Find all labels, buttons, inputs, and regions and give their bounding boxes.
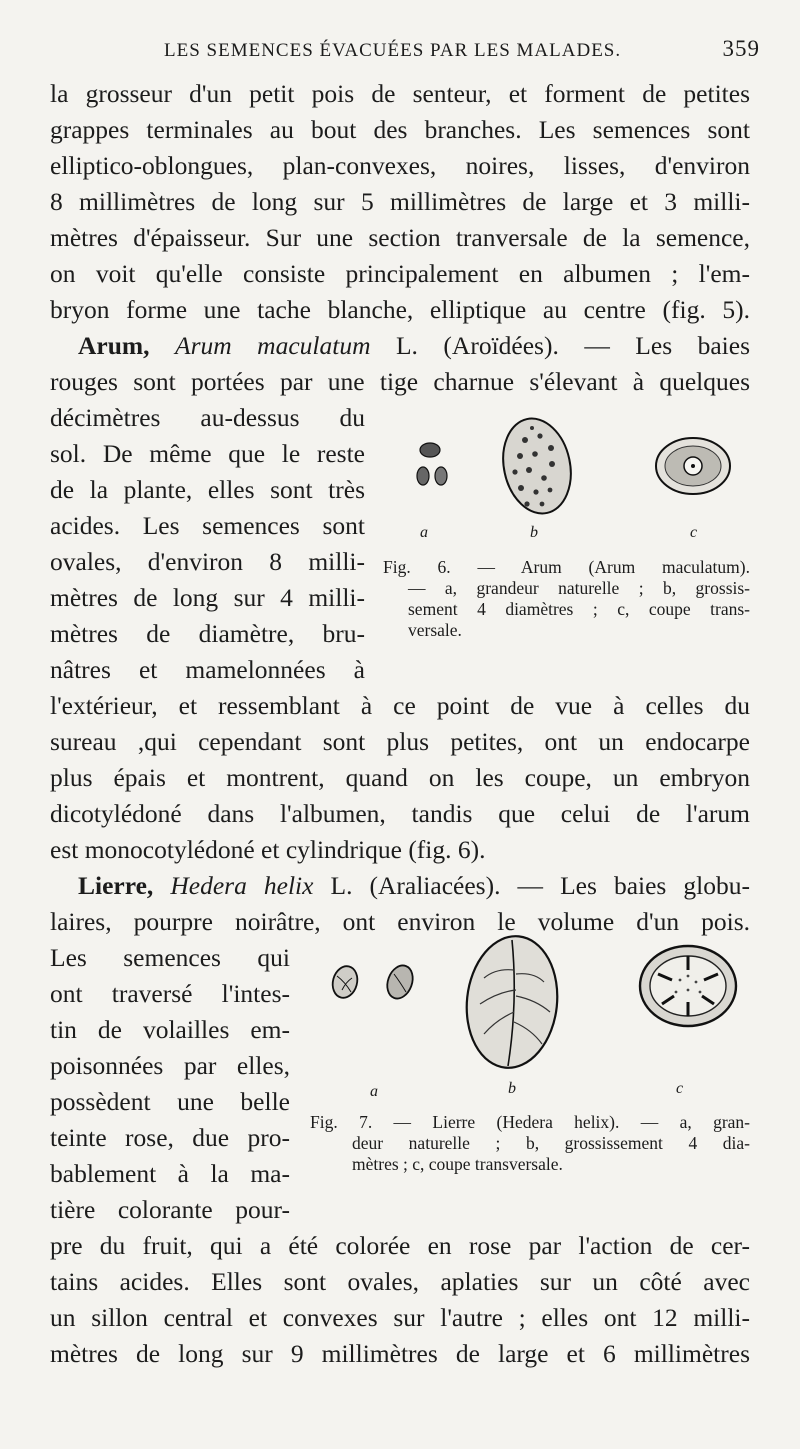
text-line: ovales, d'environ 8 milli- bbox=[50, 547, 365, 576]
text-line: de la plante, elles sont très bbox=[50, 475, 365, 504]
ivy-seed-magnified-b bbox=[460, 932, 563, 1073]
text-line: Les semences qui bbox=[50, 943, 290, 972]
text-line: mètres de long sur 4 milli- bbox=[50, 583, 365, 612]
text-line: la grosseur d'un petit pois de senteur, et forment de petites bbox=[50, 79, 750, 108]
text-line: on voit qu'elle consiste principalement en albumen ; l'em- bbox=[50, 259, 750, 288]
arum-seed-natural-size-a bbox=[417, 443, 447, 485]
text-line: laires, pourpre noirâtre, ont environ le volume d'un pois. bbox=[50, 907, 750, 936]
text-line: mètres d'épaisseur. Sur une section tranversale de la semence, bbox=[50, 223, 750, 252]
arum-seed-cross-section-c bbox=[656, 438, 730, 494]
text-line: l'extérieur, et ressemblant à ce point de vue à celles du bbox=[50, 691, 750, 720]
running-title: LES SEMENCES ÉVACUÉES PAR LES MALADES. bbox=[164, 40, 622, 61]
ivy-seed-cross-section-c bbox=[640, 946, 736, 1026]
arum-seed-magnified-b bbox=[495, 412, 580, 520]
arum-seed-illustrations bbox=[405, 410, 750, 530]
fig6-label-b: b bbox=[530, 524, 538, 541]
figure-6-caption bbox=[383, 557, 750, 641]
text-line: elliptico-oblongues, plan-convexes, noires, lisses, d'environ bbox=[50, 151, 750, 180]
text-line: dicotylédoné dans l'albumen, tandis que celui de l'arum bbox=[50, 799, 750, 828]
text-line: acides. Les semences sont bbox=[50, 511, 365, 540]
text-line: bablement à la ma- bbox=[50, 1159, 290, 1188]
fig6-label-a: a bbox=[420, 524, 428, 541]
fig7-label-a: a bbox=[370, 1083, 378, 1100]
text-line: est monocotylédoné et cylindrique (fig. 6). bbox=[50, 835, 486, 864]
latin-name-arum: Arum maculatum bbox=[175, 331, 371, 360]
text-line: bryon forme une tache blanche, elliptique au centre (fig. 5). bbox=[50, 295, 750, 324]
caption-line: Fig. 6. — Arum (Arum maculatum). bbox=[383, 557, 750, 577]
text-line: poisonnées par elles, bbox=[50, 1051, 290, 1080]
ivy-seed-illustrations bbox=[320, 930, 745, 1085]
text-line: teinte rose, due pro- bbox=[50, 1123, 290, 1152]
caption-line: versale. bbox=[408, 620, 462, 640]
text-line: plus épais et montrent, quand on les coupe, un embryon bbox=[50, 763, 750, 792]
arum-heading-line bbox=[78, 330, 750, 362]
text-line: un sillon central et convexes sur l'autre ; elles ont 12 milli- bbox=[50, 1303, 750, 1332]
text-line: nâtres et mamelonnées à bbox=[50, 655, 365, 684]
text-line: 8 millimètres de long sur 5 millimètres de large et 3 milli- bbox=[50, 187, 750, 216]
figure-7-caption bbox=[310, 1112, 750, 1175]
text-span: L. (Aroïdées). — Les baies bbox=[370, 331, 750, 360]
text-line: rouges sont portées par une tige charnue s'élevant à quelques bbox=[50, 367, 750, 396]
text-line: décimètres au-dessus du bbox=[50, 403, 365, 432]
caption-line: deur naturelle ; b, grossissement 4 dia- bbox=[352, 1133, 750, 1153]
text-line: tains acides. Elles sont ovales, aplaties sur un côté avec bbox=[50, 1267, 750, 1296]
species-name-lierre: Lierre, bbox=[78, 871, 154, 900]
text-line: tin de volailles em- bbox=[50, 1015, 290, 1044]
text-line: sureau ,qui cependant sont plus petites, ont un endocarpe bbox=[50, 727, 750, 756]
lierre-heading-line bbox=[78, 870, 750, 902]
text-line: sol. De même que le reste bbox=[50, 439, 365, 468]
species-name-arum: Arum, bbox=[78, 331, 150, 360]
text-line: mètres de long sur 9 millimètres de large et 6 millimètres bbox=[50, 1339, 750, 1368]
text-line: tière colorante pour- bbox=[50, 1195, 290, 1224]
text-line: grappes terminales au bout des branches. Les semences sont bbox=[50, 115, 750, 144]
caption-line: Fig. 7. — Lierre (Hedera helix). — a, gran- bbox=[310, 1112, 750, 1132]
page-number: 359 bbox=[722, 36, 760, 61]
fig6-label-c: c bbox=[690, 524, 698, 541]
text-span: L. (Araliacées). — Les baies globu- bbox=[313, 871, 750, 900]
caption-line: — a, grandeur naturelle ; b, grossis- bbox=[408, 578, 750, 598]
caption-line: mètres ; c, coupe transversale. bbox=[352, 1154, 563, 1174]
text-line: pre du fruit, qui a été colorée en rose par l'action de cer- bbox=[50, 1231, 750, 1260]
fig7-label-b: b bbox=[508, 1080, 516, 1097]
text-line: mètres de diamètre, bru- bbox=[50, 619, 365, 648]
caption-line: sement 4 diamètres ; c, coupe trans- bbox=[408, 599, 750, 619]
text-line: ont traversé l'intes- bbox=[50, 979, 290, 1008]
text-line: possèdent une belle bbox=[50, 1087, 290, 1116]
latin-name-lierre: Hedera helix bbox=[170, 871, 314, 900]
ivy-seed-natural-size-a bbox=[329, 962, 417, 1002]
fig7-label-c: c bbox=[676, 1080, 684, 1097]
